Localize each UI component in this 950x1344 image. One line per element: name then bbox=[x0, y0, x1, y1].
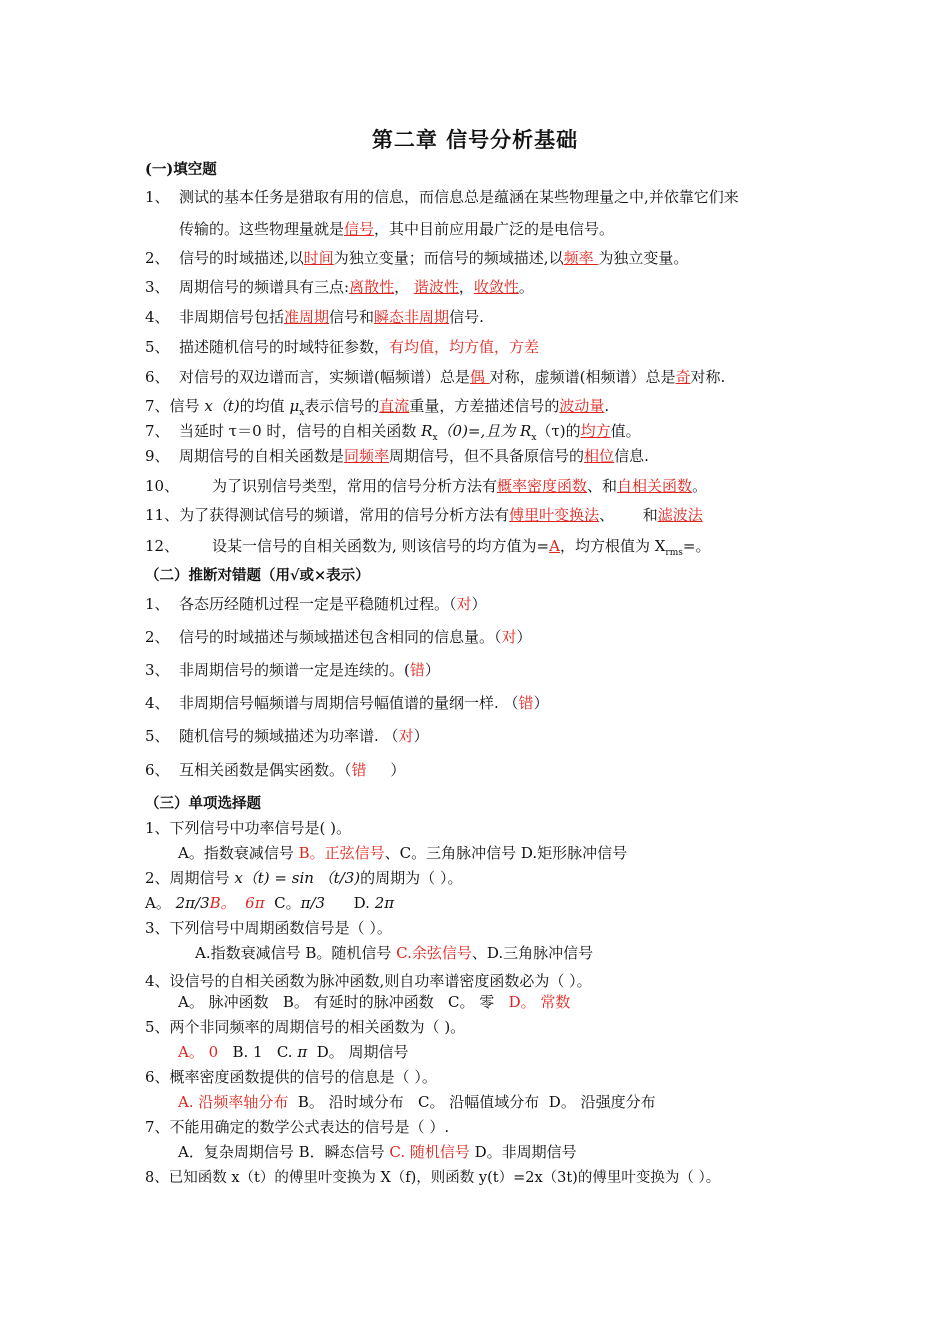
question-text: 非周期信号幅频谱与周期信号幅值谱的量纲一样. （ bbox=[179, 694, 519, 712]
question-number: 10、 bbox=[145, 477, 180, 495]
question-number: 1、 bbox=[145, 188, 170, 206]
answer: 同频率 bbox=[344, 447, 390, 465]
question-8 bbox=[145, 420, 641, 443]
option-value: 2π bbox=[374, 894, 395, 912]
math-subscript: x bbox=[432, 433, 438, 443]
answer: 时间 bbox=[303, 249, 334, 267]
mc-options-5 bbox=[178, 1041, 409, 1062]
question-2 bbox=[145, 247, 688, 268]
option-text: D。 周期信号 bbox=[307, 1043, 409, 1061]
question-4 bbox=[145, 306, 484, 327]
question-number: 3、 bbox=[145, 661, 170, 679]
tf-item bbox=[145, 725, 429, 746]
answer: A. 沿频率轴分布 bbox=[178, 1093, 289, 1111]
question-number: 11、 bbox=[145, 506, 180, 524]
question-number: 5、 bbox=[145, 338, 170, 356]
tf-item bbox=[145, 659, 440, 680]
question-10 bbox=[145, 475, 707, 496]
answer: A。 0 bbox=[178, 1043, 219, 1061]
answer: B。 6π bbox=[209, 894, 265, 912]
answer: 对 bbox=[501, 628, 517, 646]
question-text: 对称，虚频谱(相频谱）总是 bbox=[489, 368, 676, 386]
question-number: 1、 bbox=[145, 595, 170, 613]
answer: 频率 bbox=[563, 249, 599, 267]
mc-options-7 bbox=[178, 1141, 577, 1162]
question-1-cont bbox=[179, 218, 614, 239]
question-text: 非周期信号包括 bbox=[179, 308, 285, 326]
question-text: （0)=,且为 bbox=[437, 422, 521, 440]
question-text: 值。 bbox=[610, 422, 641, 440]
question-text: . bbox=[604, 397, 610, 415]
question-text: 对称. bbox=[690, 368, 726, 386]
option-value: π bbox=[297, 1043, 308, 1061]
question-text: 信息. bbox=[614, 447, 649, 465]
question-11 bbox=[145, 504, 703, 525]
answer: A bbox=[549, 537, 560, 555]
question-text: 信号 bbox=[169, 397, 205, 415]
tf-item bbox=[145, 593, 487, 614]
option-text: B。 沿时域分布 C。 沿幅值域分布 D。 沿强度分布 bbox=[288, 1093, 656, 1111]
question-1 bbox=[145, 186, 739, 207]
answer: 傅里叶变换法 bbox=[509, 506, 600, 524]
math-subscript: rms bbox=[665, 548, 683, 558]
answer: 波动量 bbox=[559, 397, 605, 415]
question-text: 重量，方差描述信号的 bbox=[409, 397, 560, 415]
question-text: 的均值 bbox=[239, 397, 290, 415]
answer: C. 随机信号 bbox=[389, 1143, 470, 1161]
section-multiple-choice-heading: （三）单项选择题 bbox=[145, 795, 261, 812]
answer: 概率密度函数 bbox=[497, 477, 588, 495]
option-text: A。 脉冲函数 B。 有延时的脉冲函数 C。 零 bbox=[178, 993, 509, 1011]
answer: C.余弦信号 bbox=[396, 944, 472, 962]
option-text: C。 bbox=[264, 894, 301, 912]
chapter-title: 第二章 信号分析基础 bbox=[371, 127, 579, 152]
question-text: ） bbox=[413, 727, 429, 745]
answer: 对 bbox=[398, 727, 414, 745]
question-text: ） bbox=[366, 761, 406, 779]
question-number: 4、 bbox=[145, 694, 170, 712]
mc-options-6 bbox=[178, 1091, 656, 1112]
question-text: 随机信号的频域描述为功率谱. （ bbox=[179, 727, 399, 745]
mc-question-5: 5、两个非同频率的周期信号的相关函数为（ )。 bbox=[145, 1018, 466, 1036]
answer: 直流 bbox=[379, 397, 410, 415]
question-text: 传输的。这些物理量就是 bbox=[179, 220, 345, 238]
tf-item bbox=[145, 692, 549, 713]
question-text: 。 bbox=[518, 278, 534, 296]
question-number: 2、 bbox=[145, 249, 170, 267]
question-text: ，其中目前应用最广泛的是电信号。 bbox=[374, 220, 615, 238]
option-text: A．复杂周期信号 B．瞬态信号 bbox=[178, 1143, 390, 1161]
question-text: （τ)的 bbox=[536, 422, 581, 440]
mc-options-2 bbox=[145, 892, 394, 913]
question-text: ） bbox=[516, 628, 532, 646]
question-text: 周期信号的频谱具有三点: bbox=[179, 278, 350, 296]
answer: 滤波法 bbox=[657, 506, 703, 524]
mc-question-8: 8、已知函数 x（t）的傅里叶变换为 X（f)，则函数 y(t）=2x（3t)的傅里叶变换为（ ）。 bbox=[145, 1170, 721, 1186]
option-text: B. 1 C. bbox=[218, 1043, 298, 1061]
question-text: 各态历经随机过程一定是平稳随机过程。（ bbox=[179, 595, 457, 613]
section-fill-blank-heading: (一)填空题 bbox=[145, 161, 217, 178]
math-mu: μ bbox=[289, 397, 300, 415]
mc-options-3 bbox=[195, 942, 593, 963]
tf-item bbox=[145, 626, 532, 647]
question-text: 信号的时域描述,以 bbox=[179, 249, 304, 267]
option-text: A。 bbox=[145, 894, 176, 912]
question-text: 测试的基本任务是猎取有用的信息，而信息总是蕴涵在某些物理量之中,并依靠它们来 bbox=[179, 188, 739, 206]
option-text: 、D.三角脉冲信号 bbox=[471, 944, 594, 962]
question-text: 的周期为（ ）。 bbox=[360, 869, 463, 887]
answer: D。 常数 bbox=[508, 993, 571, 1011]
math-subscript: x bbox=[299, 408, 305, 418]
answer: 谐波性 bbox=[413, 278, 459, 296]
answer: 错 bbox=[351, 761, 367, 779]
option-text: A。指数衰减信号 bbox=[178, 844, 299, 862]
question-number: 3、 bbox=[145, 278, 170, 296]
answer: 相位 bbox=[584, 447, 615, 465]
mc-question-4: 4、设信号的自相关函数为脉冲函数,则自功率谱密度函数必为（ ）。 bbox=[145, 972, 592, 990]
option-text: D. bbox=[325, 894, 375, 912]
question-text: ） bbox=[471, 595, 487, 613]
answer: 离散性 bbox=[349, 278, 395, 296]
section-true-false-heading: （二）推断对错题（用√或×表示） bbox=[145, 567, 370, 584]
answer: 准周期 bbox=[284, 308, 330, 326]
answer: 对 bbox=[456, 595, 472, 613]
question-12 bbox=[145, 535, 710, 558]
question-text: ） bbox=[424, 661, 440, 679]
question-text: =。 bbox=[682, 537, 711, 555]
mc-options-4 bbox=[178, 991, 570, 1012]
mc-options-1 bbox=[178, 842, 627, 863]
question-3 bbox=[145, 276, 534, 297]
question-text: 非周期信号的频谱一定是连续的。( bbox=[179, 661, 410, 679]
question-text: 设某一信号的自相关函数为, 则该信号的均方值为= bbox=[212, 537, 550, 555]
question-text: ） bbox=[533, 694, 549, 712]
question-text: 2、周期信号 bbox=[145, 869, 235, 887]
mc-question-3: 3、下列信号中周期函数信号是（ ）。 bbox=[145, 919, 392, 937]
answer: 信号 bbox=[344, 220, 375, 238]
question-text: 信号的时域描述与频域描述包含相同的信息量。（ bbox=[179, 628, 502, 646]
question-text: 信号. bbox=[449, 308, 484, 326]
answer: 瞬态非周期 bbox=[374, 308, 450, 326]
answer: 错 bbox=[518, 694, 534, 712]
question-number: 7、 bbox=[145, 397, 170, 415]
question-number: 4、 bbox=[145, 308, 170, 326]
question-text: 为了识别信号类型，常用的信号分析方法有 bbox=[212, 477, 498, 495]
question-text: 周期信号，但不具备原信号的 bbox=[389, 447, 585, 465]
question-text: ，均方根值为 X bbox=[559, 537, 666, 555]
answer: 奇 bbox=[675, 368, 691, 386]
question-text: 。 bbox=[692, 477, 708, 495]
question-9 bbox=[145, 445, 649, 466]
option-text: D。非周期信号 bbox=[469, 1143, 577, 1161]
question-text: 当延时 τ＝0 时，信号的自相关函数 bbox=[179, 422, 422, 440]
answer: B。正弦信号 bbox=[298, 844, 385, 862]
question-text: 描述随机信号的时域特征参数， bbox=[179, 338, 390, 356]
mc-question-1: 1、下列信号中功率信号是( )。 bbox=[145, 819, 352, 837]
math-subscript: x bbox=[531, 433, 537, 443]
question-number: 9、 bbox=[145, 447, 170, 465]
mc-question-7: 7、不能用确定的数学公式表达的信号是（ ）. bbox=[145, 1118, 450, 1136]
question-text: 信号和 bbox=[329, 308, 375, 326]
mc-question-2 bbox=[145, 867, 462, 888]
tf-item bbox=[145, 759, 405, 780]
option-text: 、C。三角脉冲信号 D.矩形脉冲信号 bbox=[384, 844, 628, 862]
question-text: 为独立变量。 bbox=[598, 249, 689, 267]
math-r: R bbox=[421, 422, 433, 440]
answer: 错 bbox=[409, 661, 425, 679]
math-r: R bbox=[520, 422, 532, 440]
question-text: 、 和 bbox=[599, 506, 658, 524]
math-expression: x（t) = sin （t/3) bbox=[234, 869, 361, 887]
answer: 自相关函数 bbox=[617, 477, 693, 495]
question-text: 为独立变量；而信号的频域描述,以 bbox=[333, 249, 564, 267]
question-6 bbox=[145, 366, 725, 387]
separator: ， bbox=[394, 278, 414, 296]
question-number: 5、 bbox=[145, 727, 170, 745]
question-number: 7、 bbox=[145, 422, 170, 440]
question-number: 12、 bbox=[145, 537, 180, 555]
answer: 均方 bbox=[580, 422, 611, 440]
option-value: π/3 bbox=[300, 894, 326, 912]
math-x-t: x（t) bbox=[204, 397, 240, 415]
question-text: 为了获得测试信号的频谱，常用的信号分析方法有 bbox=[179, 506, 510, 524]
option-value: 2π/3 bbox=[175, 894, 210, 912]
option-text: A.指数衰减信号 B。随机信号 bbox=[195, 944, 397, 962]
question-text: 互相关函数是偶实函数。（ bbox=[179, 761, 352, 779]
answer: 有均值，均方值，方差 bbox=[389, 338, 540, 356]
mc-question-6: 6、概率密度函数提供的信号的信息是（ ）。 bbox=[145, 1068, 437, 1086]
answer: 偶 bbox=[469, 368, 490, 386]
question-5 bbox=[145, 336, 539, 357]
question-text: 、和 bbox=[587, 477, 618, 495]
answer: 收敛性 bbox=[473, 278, 519, 296]
question-text: 表示信号的 bbox=[304, 397, 380, 415]
separator: ， bbox=[458, 278, 474, 296]
question-number: 6、 bbox=[145, 761, 170, 779]
question-7 bbox=[145, 395, 609, 418]
question-text: 周期信号的自相关函数是 bbox=[179, 447, 345, 465]
question-number: 6、 bbox=[145, 368, 170, 386]
question-number: 2、 bbox=[145, 628, 170, 646]
question-text: 对信号的双边谱而言，实频谱(幅频谱）总是 bbox=[179, 368, 470, 386]
